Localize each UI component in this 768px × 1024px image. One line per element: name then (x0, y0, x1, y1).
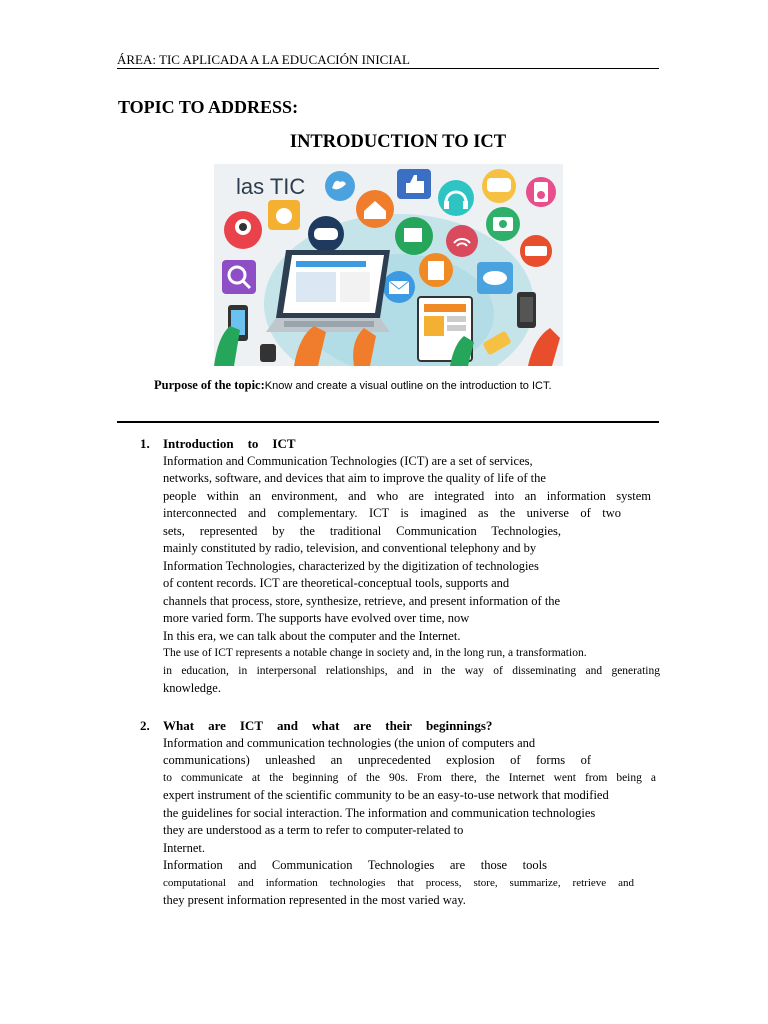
heading-word: to (247, 436, 259, 451)
heading-word: what (311, 718, 340, 733)
watch-icon (260, 344, 276, 362)
heading-word: Introduction (163, 436, 234, 451)
webcam-icon (224, 211, 262, 249)
paragraph-line: mainly constituted by radio, television, and conventional telephony and by (163, 541, 537, 555)
heading-word: and (277, 718, 298, 733)
paragraph-line: knowledge. (163, 681, 221, 695)
paragraph-line: interconnected and complementary. ICT is imagined as the universe of two (163, 506, 621, 520)
wifi-icon (446, 225, 478, 257)
paragraph-line: Information and Communication Technologies (ICT) are a set of services, (163, 453, 533, 468)
photo-icon (268, 200, 300, 230)
paragraph-line: Information and Communication Technologies are those tools (163, 858, 547, 872)
paragraph-line: to communicate at the beginning of the 90s. From there, the Internet went from being a (163, 771, 656, 784)
topic-purpose (154, 377, 674, 394)
paragraph-line: expert instrument of the scientific community to be an easy-to-use network that modified (163, 788, 609, 802)
paragraph-line: computational and information technologies that process, store, summarize, retrieve and (163, 876, 634, 889)
paragraph-line: the guidelines for social interaction. The information and communication technologies (163, 805, 596, 820)
film-icon (395, 217, 433, 255)
paragraph-line: Internet. (163, 840, 205, 855)
heading-word: ICT (239, 718, 263, 733)
heading-word: their (385, 718, 412, 733)
illustration-caption: las TIC (236, 174, 306, 199)
section-heading (140, 435, 660, 453)
device-icon (520, 235, 552, 267)
paragraph-line: communications) unleashed an unprecedented explosion of forms of (163, 753, 591, 767)
section-number: 1. (140, 436, 150, 451)
home-icon (356, 190, 394, 228)
section-number: 2. (140, 718, 150, 733)
headphones-icon (438, 180, 474, 216)
heading-word: beginnings? (425, 718, 493, 733)
laptop-icon (266, 250, 390, 332)
paragraph-line: Information Technologies, characterized by the digitization of technologies (163, 558, 539, 573)
section-introduction (140, 435, 660, 698)
camera-icon (486, 207, 520, 241)
heading-word: are (208, 718, 226, 733)
section-beginnings (140, 717, 660, 910)
purpose-text: Know and create a visual outline on the introduction to ICT. (264, 380, 552, 392)
paragraph-line: more varied form. The supports have evolved over time, now (163, 611, 470, 625)
email-icon (383, 271, 415, 303)
paragraph-line: of content records. ICT are theoretical-conceptual tools, supports and (163, 576, 510, 590)
paragraph-line: networks, software, and devices that aim to improve the quality of life of the (163, 471, 546, 485)
cloud-icon (477, 262, 513, 294)
chat-icon (482, 169, 516, 203)
thumbs-up-icon (397, 169, 431, 199)
heading-word: are (353, 718, 372, 733)
paragraph-line: people within an environment, and who are integrated into an information system (163, 488, 651, 503)
paragraph-line: channels that process, store, synthesize, retrieve, and present information of the (163, 593, 561, 608)
topic-label: TOPIC TO ADDRESS: (118, 97, 299, 117)
paragraph-line: Information and communication technologies (the union of computers and (163, 735, 536, 750)
paragraph-line: The use of ICT represents a notable change in society and, in the long run, a transformation. (163, 647, 587, 659)
heading-word: What (163, 718, 195, 733)
section-heading (140, 717, 660, 735)
ipod-icon (526, 177, 556, 207)
sd-card-icon (419, 253, 453, 287)
search-icon (222, 260, 256, 294)
heading-word: ICT (272, 436, 296, 451)
page-title: INTRODUCTION TO ICT (289, 132, 507, 152)
gamepad-icon (308, 216, 344, 252)
ict-illustration (214, 164, 563, 366)
paragraph-line: they are understood as a term to refer to computer-related to (163, 823, 464, 837)
purpose-label: Purpose of the topic: (154, 378, 265, 392)
section-divider (117, 421, 659, 423)
twitter-icon (325, 171, 355, 201)
paragraph-line: they present information represented in the most varied way. (163, 893, 466, 907)
document-header (117, 51, 659, 69)
smartphone-icon (517, 292, 536, 328)
paragraph-line: In this era, we can talk about the computer and the Internet. (163, 628, 461, 643)
area-title: ÁREA: TIC APLICADA A LA EDUCACIÓN INICIAL (117, 52, 410, 67)
paragraph-line: sets, represented by the traditional Communication Technologies, (163, 523, 561, 538)
paragraph-line: in education, in interpersonal relationships, and in the way of disseminating and generating (163, 664, 660, 677)
